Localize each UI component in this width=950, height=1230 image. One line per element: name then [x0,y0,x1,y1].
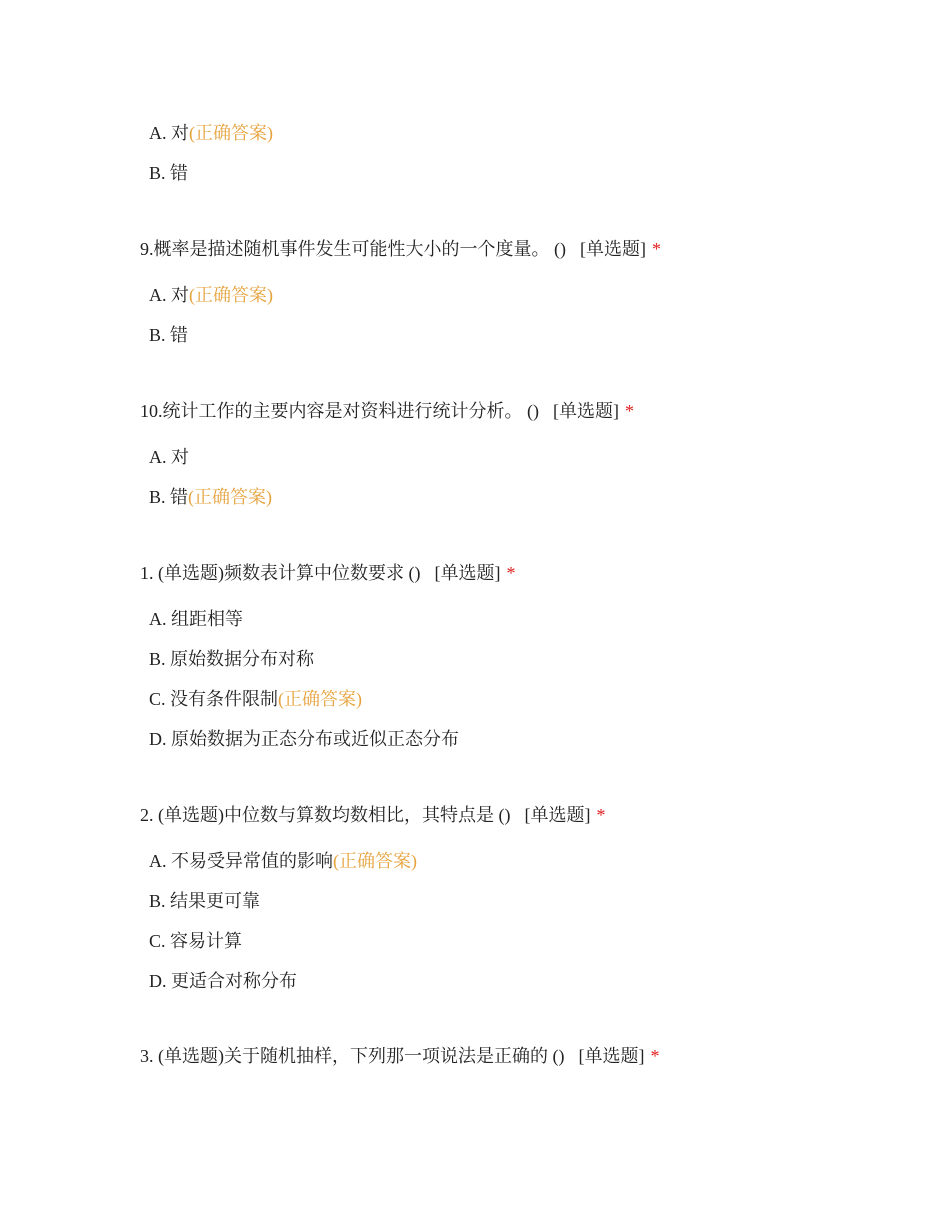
option-b [140,315,900,355]
question-type: [单选题] [524,805,591,825]
option-d [140,961,900,1001]
required-mark: * [506,563,516,583]
question-type: [单选题] [578,1046,645,1066]
correct-answer-mark: (正确答案) [333,851,417,871]
question-text: (单选题)中位数与算数均数相比，其特点是 () [158,805,511,825]
required-mark: * [625,401,634,421]
option-label: C. 没有条件限制 [149,689,279,709]
option-a [140,599,900,639]
option-label: A. 对 [149,447,189,467]
question-2 [140,801,900,1001]
question-text: (单选题)关于随机抽样，下列那一项说法是正确的 () [158,1046,565,1066]
option-label: B. 错 [149,487,189,507]
option-a [140,275,900,315]
option-label: D. 原始数据为正态分布或近似正态分布 [149,729,459,749]
option-label: D. 更适合对称分布 [149,971,297,991]
option-c [140,679,900,719]
option-label: B. 错 [149,325,189,345]
correct-answer-mark: (正确答案) [189,285,273,305]
question-number: 3. [140,1046,158,1066]
question-title [140,559,900,587]
question-1 [140,559,900,759]
option-label: C. 容易计算 [149,931,243,951]
correct-answer-mark: (正确答案) [278,689,363,709]
option-label: B. 错 [149,163,189,183]
question-9 [140,235,900,355]
question-type: [单选题] [580,239,646,259]
question-10 [140,397,900,517]
option-c [140,921,900,961]
question-title [140,397,900,425]
correct-answer-mark: (正确答案) [189,123,273,143]
option-b [140,881,900,921]
option-b [140,477,900,517]
option-a [140,437,900,477]
question-number: 9. [140,239,154,259]
option-d [140,719,900,759]
required-mark: * [652,239,661,259]
option-label: A. 组距相等 [149,609,243,629]
question-title [140,1042,900,1070]
question-title [140,801,900,829]
question-text: 统计工作的主要内容是对资料进行统计分析。 () [162,401,539,421]
option-label: A. 对 [149,123,189,143]
option-a [140,113,900,153]
required-mark: * [650,1046,660,1066]
question-type: [单选题] [434,563,501,583]
question-number: 2. [140,805,158,825]
option-label: B. 原始数据分布对称 [149,649,315,669]
option-b [140,153,900,193]
option-label: B. 结果更可靠 [149,891,261,911]
required-mark: * [596,805,606,825]
question-text: 概率是描述随机事件发生可能性大小的一个度量。 () [153,239,566,259]
question-3 [140,1042,900,1070]
question-text: (单选题)频数表计算中位数要求 () [158,563,421,583]
question-number: 10. [140,401,163,421]
option-a [140,841,900,881]
question-title [140,235,900,263]
option-label: A. 对 [149,285,189,305]
correct-answer-mark: (正确答案) [188,487,273,507]
option-b [140,639,900,679]
question-type: [单选题] [553,401,619,421]
option-label: A. 不易受异常值的影响 [149,851,333,871]
question-number: 1. [140,563,158,583]
question-8-options [140,113,900,193]
